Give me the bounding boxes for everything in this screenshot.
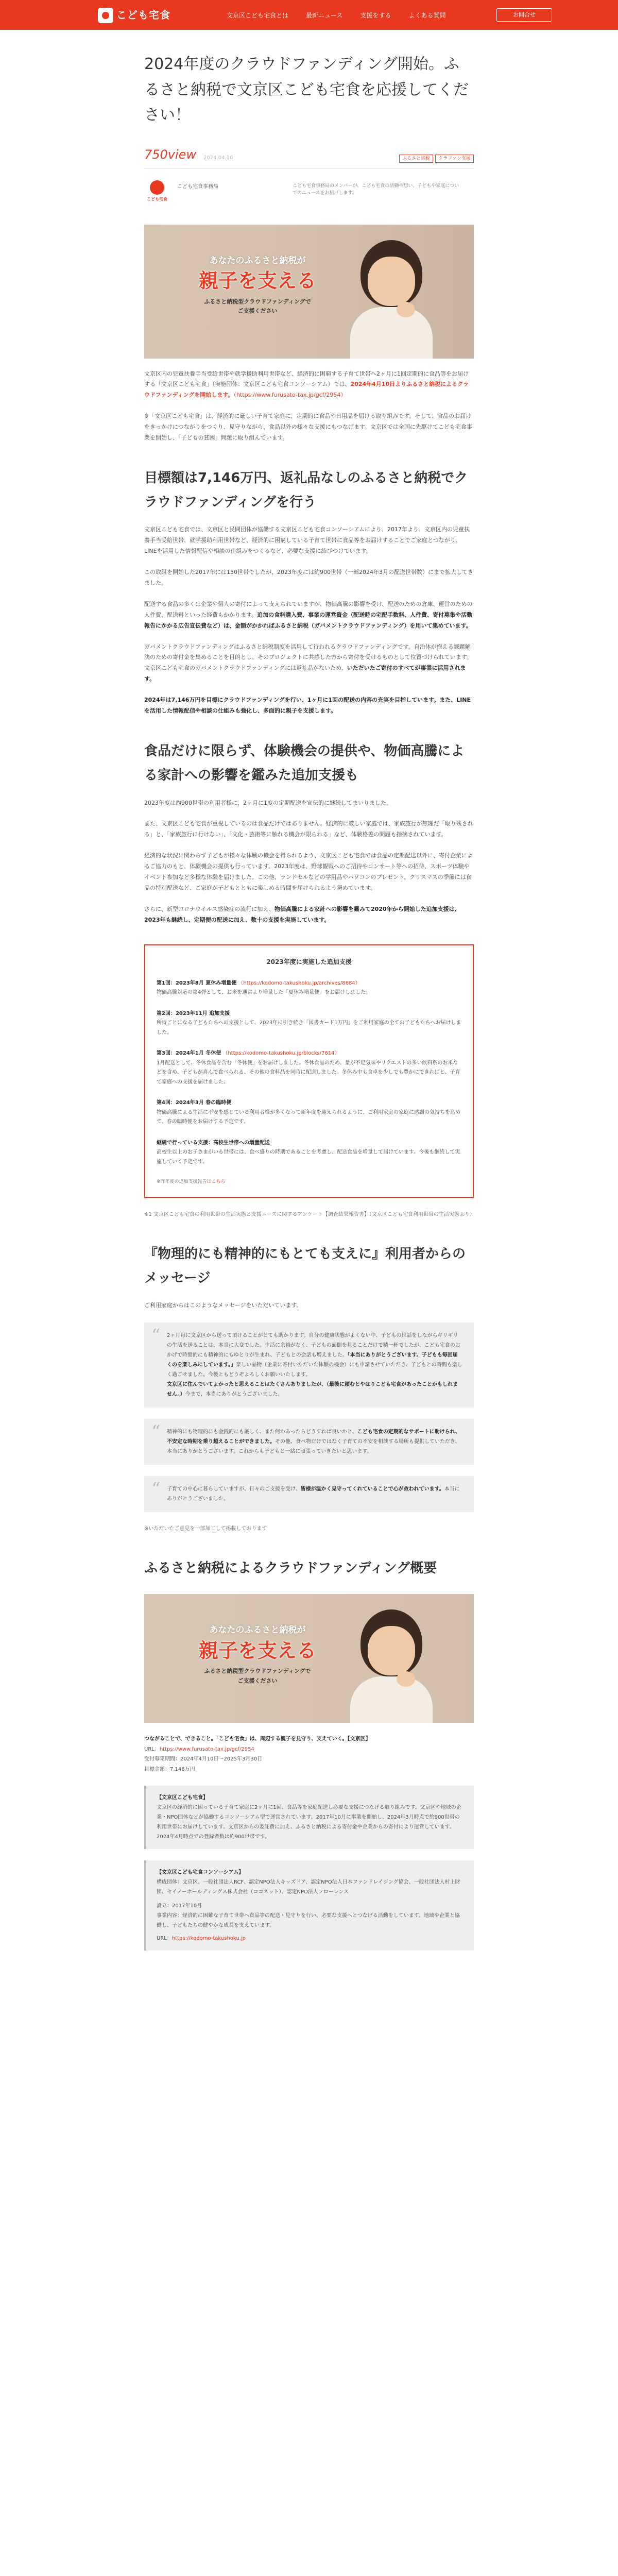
tag-list bbox=[399, 155, 474, 165]
quote-icon: “ bbox=[151, 1421, 161, 1443]
paragraph-2023: 2023年度は約900世帯の利用者様に、2ヶ月に1度の定期配送を宣伝的に継続してまいりました。 bbox=[144, 799, 392, 806]
author-block bbox=[144, 180, 474, 204]
nav-faq[interactable]: よくある質問 bbox=[408, 12, 446, 19]
support-history-box bbox=[144, 944, 474, 1198]
quote-2-text-b: その他、食べ物だけではなく子育ての不安を相談する場所も提供していただき、本当にありがとうございます。これからも子どもと一緒に頑張っていきたいと思います。 bbox=[167, 1439, 460, 1455]
info-title: つながることで、できること。「こども宅食」は、周辺する親子を見守り、支えていく。【文京区】 bbox=[144, 1736, 371, 1742]
box-item-3-link[interactable]: （https://kodomo-takushoku.jp/blocks/7614） bbox=[222, 1050, 340, 1057]
hero-banner bbox=[144, 225, 474, 359]
hero-text bbox=[170, 253, 345, 317]
box-item-1 bbox=[157, 979, 461, 998]
about-kodomo-takushoku bbox=[144, 1786, 474, 1849]
nav-about[interactable]: 文京区こども宅食とは bbox=[227, 12, 289, 19]
logo-text: こども宅食 bbox=[116, 9, 170, 21]
hero2-line3b: ご支援ください bbox=[237, 1677, 278, 1684]
box-item-4-body: 物価高騰による生活に不安を感じている利用者様が多くなって新年度を迎えられるように、ご利用家庭の家庭に感謝の気持ちを込めて、春の臨時便をお届けする予定です。 bbox=[157, 1109, 460, 1125]
box-item-5-heading: 継続で行っている支援：高校生世帯への増量配送 bbox=[157, 1140, 270, 1146]
author-name: こども宅食事務局 bbox=[177, 183, 218, 190]
paragraph-experience: また、文京区こども宅食が重視しているのは食品だけではありません。経済的に厳しい家庭では、家族旅行が無理だ「取り残される」と、「家族旅行に行けない」、「文化・芸術等に触れる機会が限られる」など、体験格差の問題も指摘されています。 bbox=[144, 820, 473, 838]
article bbox=[144, 52, 474, 1951]
intro-text: 文京区内の児童扶養手当受給世帯や就学援助利用世帯など、経済的に困窮する子育て世帯へ2ヶ月に1回定期的に食品等をお届けする「文京区こども宅食」（実施団体：文京区こども宅食コンソーシアム）では、 bbox=[144, 370, 469, 388]
logo-icon bbox=[98, 8, 113, 23]
author-logo-icon bbox=[150, 180, 164, 195]
child-photo-icon bbox=[340, 1599, 443, 1723]
info-goal: 目標金額：7,146万円 bbox=[144, 1766, 195, 1772]
gcf-text: ガバメントクラウドファンディングはふるさと納税制度を活用して行われるクラウドファンディングです。自治体が抱える課題解決のための寄付金を集めることを目的とし、そのプロジェクトに共感した方から寄付を受けるものとして位置づけられています。文京区こども宅食のガバメントクラウドファンディングには返礼品がないため、 bbox=[144, 643, 472, 672]
paragraph-about: ※「文京区こども宅食」は、経済的に厳しい子育て家庭に、定期的に食品や日用品を届ける取り組みです。そして、食品のお届けをきっかけにつながりをつくり、見守りながら、食品以外の様々な支援にもつなげます。文京区では全国に先駆けてこども宅食事業を開始し、「子どもの貧困」問題に取り組んでいます。 bbox=[144, 413, 472, 441]
box-item-3 bbox=[157, 1049, 461, 1087]
site-header bbox=[0, 0, 618, 30]
tag-furusato[interactable]: ふるさと納税 bbox=[399, 155, 433, 163]
consortium-description: 事業内容：経済的に困難な子育て世帯へ食品等の配送・見守りを行い、必要な支援へとつなげる活動をしています。地域や企業と協働し、子どもたちの健やかな成長を支えています。 bbox=[157, 1913, 460, 1929]
box-title: 2023年度に実施した追加支援 bbox=[266, 958, 352, 965]
consortium-url-link[interactable]: https://kodomo-takushoku.jp bbox=[171, 1936, 246, 1942]
consortium-heading: 【文京区こども宅食コンソーシアム】 bbox=[157, 1870, 244, 1876]
author-logo bbox=[144, 180, 170, 204]
quote-1-text-b: 楽しい品物（企業に寄付いただいた体験の機会）にも申請させていただき、子どもとの時間も楽しく過ごせました。今後ともどうぞよろしくお願いいたします。 bbox=[167, 1362, 462, 1378]
quote-3-text-a: 子育ての中心に暮らしていますが、日々のご支援を受け、 bbox=[167, 1486, 301, 1493]
hero-line3b: ご支援ください bbox=[237, 308, 278, 315]
nav-support[interactable]: 支援をする bbox=[360, 12, 391, 19]
quote-1-text-d: 今まで、本当にありがとうございました。 bbox=[185, 1392, 283, 1398]
about-heading: 【文京区こども宅食】 bbox=[157, 1795, 208, 1801]
info-url-link[interactable]: https://www.furusato-tax.jp/gcf/2954 bbox=[159, 1746, 254, 1752]
box-item-4 bbox=[157, 1098, 461, 1127]
box-item-4-heading: 第4回：2024年3月 春の臨時便 bbox=[157, 1100, 232, 1106]
box-item-3-heading: 第3回：2024年1月 冬休便 bbox=[157, 1050, 221, 1057]
consortium-established: 設立：2017年10月 bbox=[157, 1903, 202, 1909]
quote-icon: “ bbox=[151, 1479, 161, 1500]
view-count: 750view bbox=[144, 147, 197, 162]
messages-note: ※いただいたご意見を一部加工して掲載しております bbox=[144, 1526, 267, 1532]
box-item-1-body: 物価高騰対応の第4弾として、お米を通常より増量した「夏休み増量便」をお届けしました。 bbox=[157, 990, 371, 996]
intro-link[interactable]: （https://www.furusato-tax.jp/gcf/2954） bbox=[233, 392, 347, 399]
hero-line3a: ふるさと納税型クラウドファンディングで bbox=[204, 298, 311, 305]
article-meta bbox=[144, 144, 474, 169]
costs-text: 配送する食品の多くは企業や個人の寄付によって支えられていますが、物価高騰の影響を受け、配送のための倉庫、運営のための人件費、配送料といった経費もかかります。 bbox=[144, 600, 473, 618]
paragraph-intro bbox=[144, 369, 474, 401]
quote-1-text-a: 2ヶ月毎に文京区から送って頂けることがとても助かります。自分の健康状態がよくない中、子どもの世話をしながらギリギリの生活を送ることは、本当に大変でした。生活に余裕がなく、子どもの面倒を見ることだけで精一杯でしたが、こども宅食のおかげで時間的にも精神的にもゆとりが生まれ、子どもとの会話も増えました。 bbox=[167, 1333, 460, 1359]
paragraph-extra-support bbox=[144, 904, 474, 926]
extra-text: さらに、新型コロナウイルス感染症の流行に加え、 bbox=[144, 905, 274, 912]
paragraph-gcf bbox=[144, 642, 474, 685]
quote-1-bold-2: （最後に頼むとやはりこども宅食があったことかもしれません。） bbox=[167, 1382, 458, 1398]
paragraph-events: 経済的な状況に関わらず子どもが様々な体験の機会を得られるよう、文京区こども宅食では食品の定期配送以外に、寄付企業によるご協力のもと、体験機会の提供も行っています。2023年度は、野球観戦へのご招待やコンサート等への招待、スポーツ体験やイベント参加など多様な体験を届けました。この他、ランドセルなどの学用品やパソコンのプレゼント、クリスマスの季節には食品の特別配送など、ご家庭が子どもとともに楽しめる時間を届けられるよう努めています。 bbox=[144, 852, 473, 891]
consortium-members: 構成団体：文京区、一般社団法人RCF、認定NPO法人キッズドア、認定NPO法人日本ファンドレイジング協会、一般社団法人村上財団、セイノーホールディングス株式会社（ココネット）、認定NPO法人フローレンス bbox=[157, 1879, 460, 1895]
box-item-5-body: 高校生以上のお子さまがいる世帯には、食べ盛りの時期であることを考慮し、配送食品を増量して届けています。今後も継続して実施していく予定です。 bbox=[157, 1149, 460, 1165]
costs-bold: 追加の食料購入費、事業の運営資金（配送時の宅配手数料、人件費、寄付募集や活動報告にかかる広告宣伝費など）は、金額がかかればふるさと納税（ガバメントクラウドファンディング）を用いて集めています。 bbox=[144, 611, 473, 629]
box-footer-link[interactable]: はこちら bbox=[207, 1179, 226, 1185]
main-nav bbox=[227, 10, 445, 21]
author-logo-text: こども宅食 bbox=[147, 196, 167, 201]
box-item-3-body: 1月配送として、冬休食品を含む「冬休便」をお届けしました。冬休食品のため、量が不足気味やリクエストの多い飲料系のお米などを含め、子どもが喜んで食べられる、その他の食料品を同時に配送しました。冬休み中も食卓を少しでも豊かにできればと、子育て家庭への支援を届けました。 bbox=[157, 1060, 460, 1085]
author-description: こども宅食事務局のメンバーが、こども宅食の活動や想い、子どもや家庭についてのニュースをお届けします。 bbox=[293, 183, 459, 196]
paragraph-target: 2024年は7,146万円を目標にクラウドファンディングを行い、1ヶ月に1回の配送の内容の充実を目指しています。また、LINEを活用した情報配信や相談の仕組みも強化し、多面的に親子を支援します。 bbox=[144, 697, 471, 715]
box-item-2-body: 所得ごとになる子どもたちへの支援として、2023年に引き続き「図書カード1万円」をご利用家庭の全ての子どもたちへお届けしました。 bbox=[157, 1020, 461, 1036]
hero2-line1: あなたのふるさと納税が bbox=[209, 1625, 306, 1636]
nav-news[interactable]: 最新ニュース bbox=[306, 12, 343, 19]
quote-1-text-c: 文京区に住んでいてよかったと思えることはたくさんありましたが、 bbox=[167, 1382, 327, 1388]
box-item-5 bbox=[157, 1139, 461, 1167]
paragraph-growth: この取組を開始した2017年には150世帯でしたが、2023年度には約900世帯（一部2024年3月の配送世帯数）にまで拡大してきました。 bbox=[144, 569, 473, 586]
extra-bold: 物価高騰による家計への影響を鑑みて2020年から開始した追加支援は、2023年も継続し、定期便の配送に加え、数十の支援を実施しています。 bbox=[144, 905, 460, 923]
quote-icon: “ bbox=[151, 1325, 161, 1346]
info-period: 受付募集期間：2024年4月10日〜2025年3月30日 bbox=[144, 1756, 263, 1762]
section-heading-support: 食品だけに限らず、体験機会の提供や、物価高騰による家計への影響を鑑みた追加支援も bbox=[144, 743, 465, 783]
paragraph-costs bbox=[144, 599, 474, 632]
box-item-1-link[interactable]: （https://kodomo-takushoku.jp/archives/8684） bbox=[238, 980, 360, 986]
hero-banner-2[interactable] bbox=[144, 1594, 474, 1723]
user-quote-3 bbox=[144, 1476, 474, 1512]
quote-2-text-a: 精神的にも物理的にも金銭的にも厳しく、また何かあったらどうすれば良いかと、 bbox=[167, 1429, 357, 1435]
article-date: 2024.04.10 bbox=[203, 155, 233, 161]
about-consortium bbox=[144, 1860, 474, 1951]
box-footer-text: ※昨年度の追加支援報告 bbox=[157, 1179, 207, 1185]
tag-crowdfunding[interactable]: クラファン支援 bbox=[435, 155, 474, 163]
crowdfunding-info bbox=[144, 1734, 474, 1774]
hero-line1: あなたのふるさと納税が bbox=[209, 255, 306, 266]
paragraph-messages-intro: ご利用家庭からはこのようなメッセージをいただいています。 bbox=[144, 1302, 302, 1309]
section-heading-overview: ふるさと納税によるクラウドファンディング概要 bbox=[144, 1561, 437, 1577]
consortium-url-label: URL： bbox=[157, 1936, 172, 1942]
site-logo[interactable] bbox=[98, 6, 170, 24]
quote-1-bold: 「本当にありがとうございます。子どもも毎回届くのを楽しみにしています。」 bbox=[167, 1352, 458, 1368]
article-title: 2024年度のクラウドファンディング開始。ふるさと納税で文京区こども宅食を応援してください！ bbox=[144, 55, 469, 124]
section-heading-messages: 『物理的にも精神的にもとても支えに』利用者からのメッセージ bbox=[144, 1246, 466, 1286]
hero2-text bbox=[170, 1623, 345, 1686]
quote-2-bold: こども宅食の定期的なサポートに助けられ、不安定な時期を乗り越えることができました。 bbox=[167, 1429, 461, 1445]
user-quote-1 bbox=[144, 1323, 474, 1408]
box-item-2-heading: 第2回：2023年11月 追加支援 bbox=[157, 1010, 230, 1016]
box-footer bbox=[157, 1178, 461, 1187]
hero2-line3a: ふるさと納税型クラウドファンディングで bbox=[204, 1668, 311, 1675]
quote-3-bold: 皆様が温かく見守ってくれていることで心が救われています。 bbox=[300, 1486, 444, 1493]
child-photo-icon bbox=[340, 230, 443, 359]
quote-3-text-b: 本当にありがとうございました。 bbox=[167, 1486, 460, 1502]
box-item-2 bbox=[157, 1009, 461, 1038]
footnote: ※1 文京区こども宅食の利用世帯の生活実態と支援ニーズに関するアンケート【調査結果報告書】（文京区こども宅食利用世帯の生活実態より） bbox=[144, 1211, 475, 1217]
paragraph-consortium: 文京区こども宅食では、文京区と民間団体が協働する文京区こども宅食コンソーシアムにより、2017年より、文京区内の児童扶養手当受給世帯、就学援助利用世帯など、経済的に困窮している子育て世帯に食品等をお届けすることでご家庭とつながり、LINEを活用した情報配信や相談の仕組みをつくるなど、必要な支援に結びつけています。 bbox=[144, 526, 470, 555]
user-quote-2 bbox=[144, 1419, 474, 1465]
info-url-label: URL： bbox=[144, 1746, 160, 1752]
contact-button[interactable]: お問合せ bbox=[496, 8, 552, 22]
hero-line2: 親子を支える bbox=[198, 269, 316, 293]
hero2-line2: 親子を支える bbox=[198, 1639, 316, 1662]
section-heading-goal: 目標額は7,146万円、返礼品なしのふるさと納税でクラウドファンディングを行う bbox=[144, 470, 468, 510]
about-body: 文京区の経済的に困っている子育て家庭に2ヶ月に1回、食品等を家庭配送し必要な支援につなげる取り組みです。文京区や地域の企業・NPO団体などが協働するコンソーシアム型で運営されています。2017年10月に事業を開始し、2024年3月時点で約900世帯の利用世帯にお届けしています。文京区からの委託費に加え、ふるさと納税による寄付金や企業からの寄付により運営しています。2024年4月時点での登録者数は約900世帯です。 bbox=[157, 1805, 461, 1840]
box-item-1-heading: 第1回：2023年8月 夏休み増量便 bbox=[157, 980, 237, 986]
intro-highlight: 2024年4月10日よりふるさと納税によるクラウドファンディングを開始します。 bbox=[144, 381, 469, 399]
gcf-bold: いただいたご寄付のすべてが事業に活用されます。 bbox=[144, 665, 466, 683]
